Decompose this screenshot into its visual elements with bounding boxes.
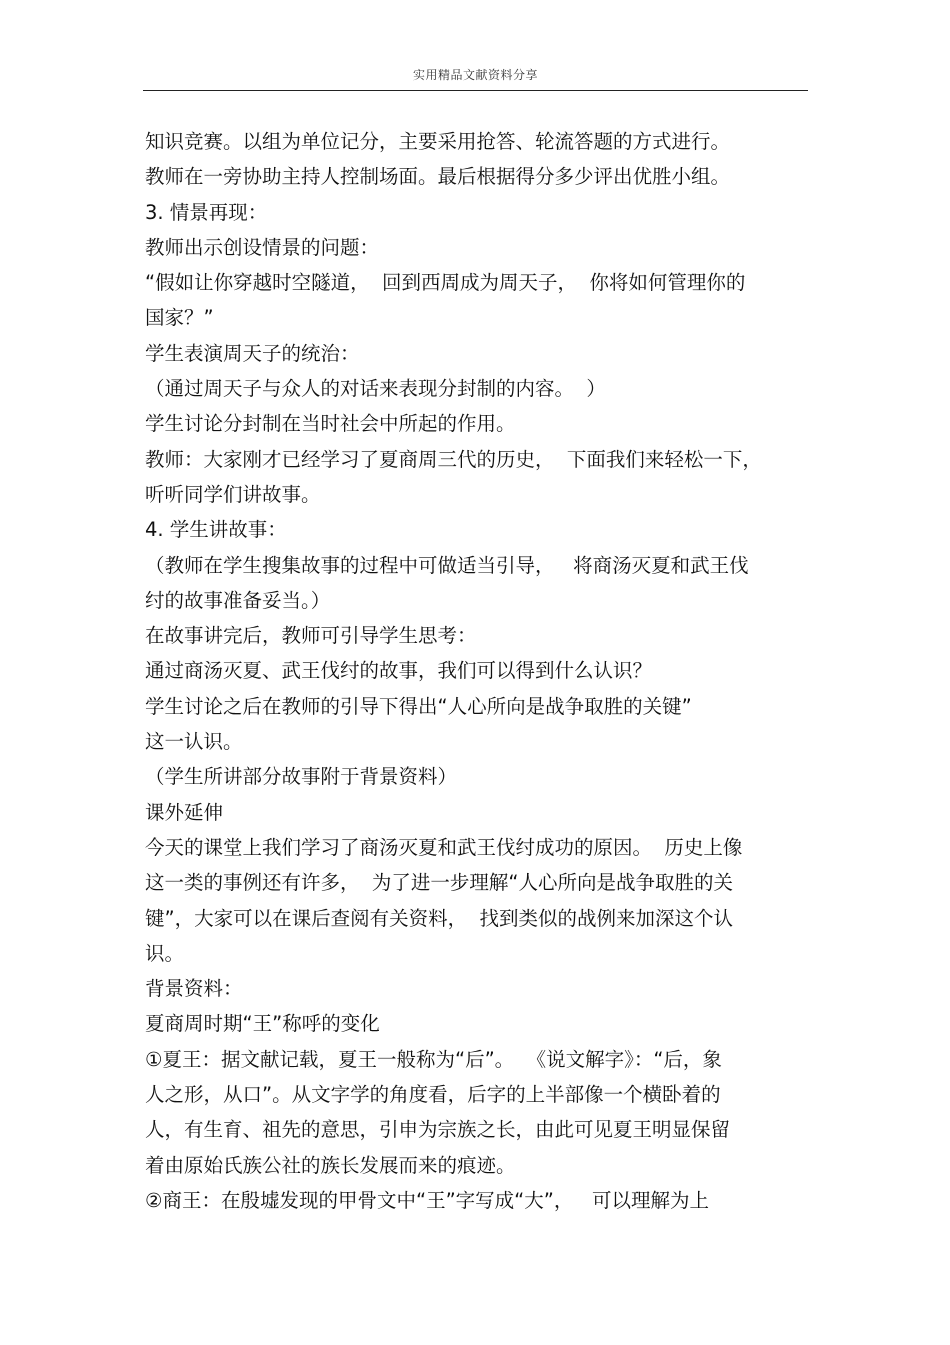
text-line: （教师在学生搜集故事的过程中可做适当引导， 将商汤灭夏和武王伐: [145, 553, 749, 577]
text-line: 键”，大家可以在课后查阅有关资料， 找到类似的战例来加深这个认: [145, 906, 733, 930]
text-line: 夏商周时期“王”称呼的变化: [145, 1012, 380, 1036]
text-line: 着由原始氏族公社的族长发展而来的痕迹。: [145, 1153, 516, 1177]
text-line: 教师出示创设情景的问题：: [145, 235, 380, 259]
text-line: ①夏王：据文献记载，夏王一般称为“后”。 《说文解字》：“后，象: [145, 1047, 722, 1071]
text-line: 这一认识。: [145, 730, 243, 754]
page-header: 实用精品文献资料分享: [412, 68, 538, 82]
section-heading: 背景资料：: [145, 977, 243, 1001]
text-line: 通过商汤灭夏、武王伐纣的故事，我们可以得到什么认识？: [145, 659, 653, 683]
text-line: 听听同学们讲故事。: [145, 482, 321, 506]
text-line: 教师：大家刚才已经学习了夏商周三代的历史， 下面我们来轻松一下，: [145, 447, 762, 471]
text-line: （通过周天子与众人的对话来表现分封制的内容。 ）: [145, 377, 606, 401]
section-heading: 4. 学生讲故事：: [145, 518, 287, 542]
text-line: 纣的故事准备妥当。）: [145, 588, 331, 612]
text-line: 在故事讲完后，教师可引导学生思考：: [145, 624, 477, 648]
text-line: ②商王：在殷墟发现的甲骨文中“王”字写成“大”， 可以理解为上: [145, 1188, 709, 1212]
text-line: 学生表演周天子的统治：: [145, 341, 360, 365]
document-body: [145, 124, 810, 1218]
text-line: 国家？”: [145, 306, 214, 330]
text-line: 学生讨论之后在教师的引导下得出“人心所向是战争取胜的关键”: [145, 694, 692, 718]
header-divider: [143, 90, 808, 91]
text-line: 识。: [145, 941, 185, 965]
text-line: 这一类的事例还有许多， 为了进一步理解“人心所向是战争取胜的关: [145, 871, 733, 895]
text-line: 人之形，从口”。从文字学的角度看，后字的上半部像一个横卧着的: [145, 1083, 721, 1107]
section-heading: 课外延伸: [145, 800, 224, 824]
section-heading: 3. 情景再现：: [145, 200, 268, 224]
text-line: 今天的课堂上我们学习了商汤灭夏和武王伐纣成功的原因。 历史上像: [145, 835, 743, 859]
text-line: 知识竞赛。以组为单位记分，主要采用抢答、轮流答题的方式进行。: [145, 130, 731, 153]
text-line: 人，有生育、祖先的意思，引申为宗族之长，由此可见夏王明显保留: [145, 1118, 731, 1142]
text-line: 学生讨论分封制在当时社会中所起的作用。: [145, 412, 516, 436]
text-line: “假如让你穿越时空隧道， 回到西周成为周天子， 你将如何管理你的: [145, 271, 746, 295]
text-line: （学生所讲部分故事附于背景资料）: [145, 765, 458, 789]
text-line: 教师在一旁协助主持人控制场面。最后根据得分多少评出优胜小组。: [145, 165, 731, 189]
